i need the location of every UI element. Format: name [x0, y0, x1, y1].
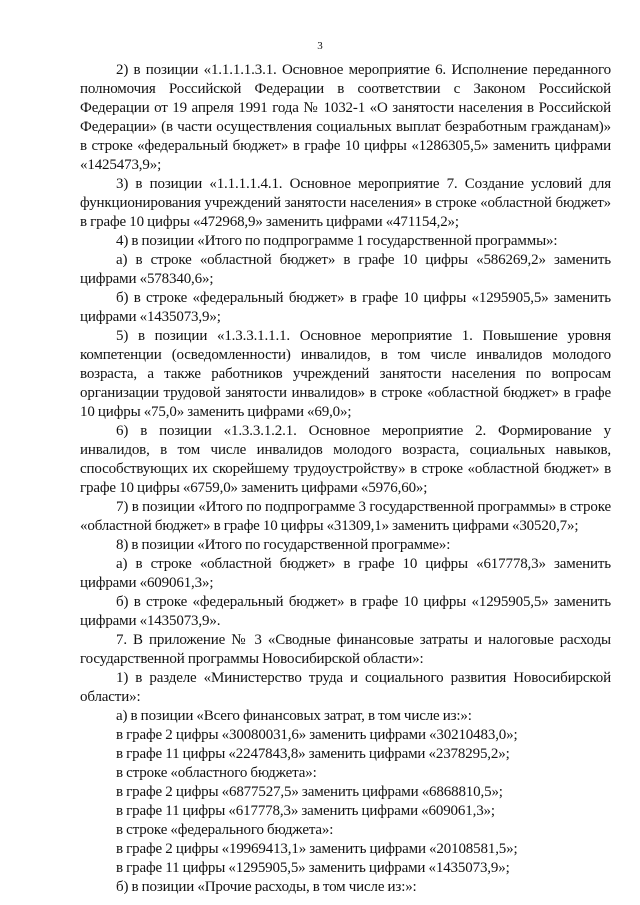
- paragraph-item-4a: а) в строке «областной бюджет» в графе 10 цифры «586269,2» заменить цифрами «578340,6»;: [80, 252, 611, 287]
- paragraph-item-8: 8) в позиции «Итого по государственной программе»:: [116, 537, 451, 553]
- paragraph-item-6: 6) в позиции «1.3.3.1.2.1. Основное мероприятие 2. Формирование у инвалидов, в том числе инвалидов молодого возраста, социальных навыков, способствующих их скорейшему трудоустройству» в строке «областной бюджет» в графе 10 цифры «6759,0» заменить цифрами «5976,60»;: [80, 423, 611, 496]
- paragraph-item-5: 5) в позиции «1.3.3.1.1.1. Основное мероприятие 1. Повышение уровня компетенции (осведомленности) инвалидов, в том числе инвалидов молодого возраста, а также работников учреждений занятости населения по вопросам организации трудовой занятости инвалидов» в строке «областной бюджет» в графе 10 цифры «75,0» заменить цифрами «69,0»;: [80, 328, 611, 420]
- paragraph-total-col2: в графе 2 цифры «30080031,6» заменить цифрами «30210483,0»;: [116, 727, 518, 743]
- paragraph-regional-row: в строке «областного бюджета»:: [116, 765, 317, 781]
- paragraph-item-4b: б) в строке «федеральный бюджет» в графе 10 цифры «1295905,5» заменить цифрами «1435073,9»;: [80, 290, 611, 325]
- page-number: 3: [317, 40, 323, 52]
- paragraph-federal-row: в строке «федерального бюджета»:: [116, 822, 334, 838]
- paragraph-item-8b: б) в строке «федеральный бюджет» в графе 10 цифры «1295905,5» заменить цифрами «1435073,9».: [80, 594, 611, 629]
- paragraph-item-b-other: б) в позиции «Прочие расходы, в том числе из:»:: [116, 879, 417, 895]
- document-body: [80, 61, 611, 897]
- paragraph-item-3: 3) в позиции «1.1.1.1.4.1. Основное мероприятие 7. Создание условий для функционирования учреждений занятости населения» в строке «областной бюджет» в графе 10 цифры «472968,9» заменить цифрами «471154,2»;: [80, 176, 611, 230]
- paragraph-federal-col2: в графе 2 цифры «19969413,1» заменить цифрами «20108581,5»;: [116, 841, 518, 857]
- paragraph-regional-col11: в графе 11 цифры «617778,3» заменить цифрами «609061,3»;: [116, 803, 495, 819]
- paragraph-appendix-3: 7. В приложение № 3 «Сводные финансовые затраты и налоговые расходы государственной программы Новосибирской области»:: [80, 632, 611, 667]
- paragraph-item-2: 2) в позиции «1.1.1.1.3.1. Основное мероприятие 6. Исполнение переданного полномочия Российской Федерации в соответствии с Законом Российской Федерации от 19 апреля 1991 года № 1032-1 «О занятости населения в Российской Федерации» (в части осуществления социальных выплат безработным гражданам)» в строке «федеральный бюджет» в графе 10 цифры «1286305,5» заменить цифрами «1425473,9»;: [80, 62, 611, 173]
- paragraph-federal-col11: в графе 11 цифры «1295905,5» заменить цифрами «1435073,9»;: [116, 860, 510, 876]
- paragraph-total-col11: в графе 11 цифры «2247843,8» заменить цифрами «2378295,2»;: [116, 746, 510, 762]
- paragraph-item-8a: а) в строке «областной бюджет» в графе 10 цифры «617778,3» заменить цифрами «609061,3»;: [80, 556, 611, 591]
- paragraph-item-7: 7) в позиции «Итого по подпрограмме 3 государственной программы» в строке «областной бюджет» в графе 10 цифры «31309,1» заменить цифрами «30520,7»;: [80, 499, 611, 534]
- paragraph-regional-col2: в графе 2 цифры «6877527,5» заменить цифрами «6868810,5»;: [116, 784, 503, 800]
- paragraph-item-4: 4) в позиции «Итого по подпрограмме 1 государственной программы»:: [116, 233, 558, 249]
- paragraph-section-ministry: 1) в разделе «Министерство труда и социального развития Новосибирской области»:: [80, 670, 611, 705]
- paragraph-item-a-total: а) в позиции «Всего финансовых затрат, в том числе из:»:: [116, 708, 472, 724]
